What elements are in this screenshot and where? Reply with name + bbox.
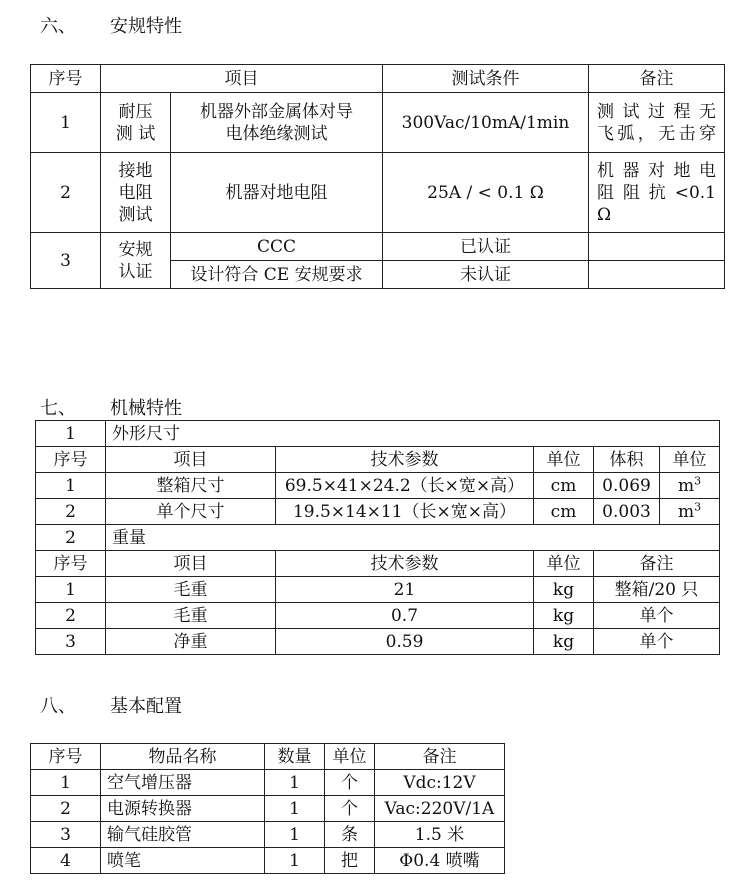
- volume-exponent: 3: [694, 499, 702, 513]
- item-cell: 毛重: [106, 577, 276, 603]
- category-line: 测试: [118, 204, 153, 225]
- category-line: 测 试: [115, 123, 156, 144]
- spec-cell: 69.5×41×24.2（长×宽×高）: [276, 473, 534, 499]
- note-cell: [589, 93, 725, 153]
- table-row: [36, 603, 720, 629]
- section6-title: 安规特性: [110, 16, 182, 37]
- header-cell: 单位: [534, 447, 594, 473]
- category-line: 认证: [118, 261, 153, 282]
- table-row: [31, 233, 725, 261]
- category-line: 电阻: [118, 182, 153, 203]
- group-title-row: [36, 421, 720, 447]
- header-cell: 序号: [31, 744, 101, 770]
- note-cell: Vac:220V/1A: [375, 796, 505, 822]
- unit-cell: 把: [325, 848, 375, 874]
- note-line: 飞弧，无击穿: [597, 123, 716, 144]
- header-cell: 序号: [36, 447, 106, 473]
- header-cell: 备注: [589, 65, 725, 93]
- item-cell: [171, 93, 383, 153]
- unit-cell: 个: [325, 796, 375, 822]
- note-cell: Vdc:12V: [375, 770, 505, 796]
- unit-cell: 个: [325, 770, 375, 796]
- volume-exponent: 3: [694, 473, 702, 487]
- qty-cell: 1: [265, 822, 325, 848]
- note-cell: [589, 153, 725, 233]
- name-cell: 空气增压器: [101, 770, 265, 796]
- table-row: [31, 93, 725, 153]
- item-cell: 机器对地电阻: [171, 153, 383, 233]
- section6-heading: [40, 12, 182, 38]
- header-cell: 备注: [375, 744, 505, 770]
- category-line: 接地: [118, 160, 153, 181]
- note-cell: 1.5 米: [375, 822, 505, 848]
- unit-cell: cm: [534, 499, 594, 525]
- table-header-row: [36, 551, 720, 577]
- category-cell: [101, 93, 171, 153]
- row-number: 1: [36, 577, 106, 603]
- volume-unit: m: [677, 475, 695, 496]
- item-line: 机器外部金属体对导: [200, 101, 353, 122]
- row-number: 4: [31, 848, 101, 874]
- item-cell: 单个尺寸: [106, 499, 276, 525]
- table-row: [36, 499, 720, 525]
- note-cell: 整箱/20 只: [594, 577, 720, 603]
- header-cell: 测试条件: [383, 65, 589, 93]
- category-line: 耐压: [118, 101, 153, 122]
- row-number: 2: [31, 796, 101, 822]
- header-cell: 单位: [534, 551, 594, 577]
- volume-cell: 0.069: [594, 473, 660, 499]
- row-number: 2: [36, 603, 106, 629]
- note-cell: 单个: [594, 603, 720, 629]
- section8-heading: [40, 692, 182, 718]
- row-number: 1: [31, 93, 101, 153]
- category-cell: [101, 233, 171, 289]
- qty-cell: 1: [265, 770, 325, 796]
- row-number: 1: [31, 770, 101, 796]
- header-cell: 项目: [101, 65, 383, 93]
- note-line: 阻 阻 抗 <0.1: [597, 182, 716, 203]
- group-number: 2: [36, 525, 106, 551]
- condition-cell: 300Vac/10mA/1min: [383, 93, 589, 153]
- section6-number: 六、: [40, 16, 76, 37]
- table-row: [31, 822, 505, 848]
- table-row: [36, 577, 720, 603]
- category-line: 安规: [118, 239, 153, 260]
- row-number: 1: [36, 473, 106, 499]
- item-cell: 净重: [106, 629, 276, 655]
- condition-cell: 25A / < 0.1 Ω: [383, 153, 589, 233]
- header-cell: 项目: [106, 447, 276, 473]
- item-cell: 设计符合 CE 安规要求: [171, 261, 383, 289]
- group-title: 重量: [106, 525, 720, 551]
- item-line: 电体绝缘测试: [225, 123, 328, 144]
- item-cell: 毛重: [106, 603, 276, 629]
- condition-cell: 未认证: [383, 261, 589, 289]
- unit-cell: kg: [534, 603, 594, 629]
- volume-unit-cell: [660, 473, 720, 499]
- unit-cell: 条: [325, 822, 375, 848]
- spec-cell: 21: [276, 577, 534, 603]
- section7-number: 七、: [40, 398, 76, 419]
- item-cell: CCC: [171, 233, 383, 261]
- header-cell: 备注: [594, 551, 720, 577]
- unit-cell: cm: [534, 473, 594, 499]
- row-number: 3: [31, 822, 101, 848]
- header-cell: 单位: [325, 744, 375, 770]
- spec-cell: 0.59: [276, 629, 534, 655]
- table-row: [36, 629, 720, 655]
- table-row: [31, 848, 505, 874]
- note-line: Ω: [597, 204, 612, 225]
- note-cell: 单个: [594, 629, 720, 655]
- note-line: 测试过程无: [597, 101, 716, 122]
- row-number: 3: [31, 233, 101, 289]
- header-cell: 单位: [660, 447, 720, 473]
- section8-title: 基本配置: [110, 696, 182, 717]
- note-cell: [589, 261, 725, 289]
- safety-table: [30, 64, 725, 289]
- note-cell: Φ0.4 喷嘴: [375, 848, 505, 874]
- table-header-row: [31, 744, 505, 770]
- header-cell: 技术参数: [276, 551, 534, 577]
- condition-cell: 已认证: [383, 233, 589, 261]
- section7-heading: [40, 394, 182, 420]
- header-cell: 物品名称: [101, 744, 265, 770]
- config-table: [30, 743, 505, 874]
- table-row: [31, 770, 505, 796]
- name-cell: 输气硅胶管: [101, 822, 265, 848]
- group-title-row: [36, 525, 720, 551]
- volume-unit: m: [677, 501, 695, 522]
- unit-cell: kg: [534, 629, 594, 655]
- table-row: [31, 153, 725, 233]
- name-cell: 电源转换器: [101, 796, 265, 822]
- spec-cell: 19.5×14×11（长×宽×高）: [276, 499, 534, 525]
- note-line: 机器对地电: [597, 160, 716, 181]
- unit-cell: kg: [534, 577, 594, 603]
- qty-cell: 1: [265, 848, 325, 874]
- table-header-row: [31, 65, 725, 93]
- qty-cell: 1: [265, 796, 325, 822]
- row-number: 3: [36, 629, 106, 655]
- mechanical-table: [35, 420, 720, 655]
- header-cell: 项目: [106, 551, 276, 577]
- group-title: 外形尺寸: [106, 421, 720, 447]
- note-cell: [589, 233, 725, 261]
- volume-unit-cell: [660, 499, 720, 525]
- group-number: 1: [36, 421, 106, 447]
- name-cell: 喷笔: [101, 848, 265, 874]
- table-row: [31, 796, 505, 822]
- header-cell: 体积: [594, 447, 660, 473]
- section7-title: 机械特性: [110, 398, 182, 419]
- volume-cell: 0.003: [594, 499, 660, 525]
- header-cell: 技术参数: [276, 447, 534, 473]
- header-cell: 序号: [31, 65, 101, 93]
- spec-cell: 0.7: [276, 603, 534, 629]
- header-cell: 数量: [265, 744, 325, 770]
- table-header-row: [36, 447, 720, 473]
- header-cell: 序号: [36, 551, 106, 577]
- row-number: 2: [36, 499, 106, 525]
- item-cell: 整箱尺寸: [106, 473, 276, 499]
- category-cell: [101, 153, 171, 233]
- table-row: [36, 473, 720, 499]
- section8-number: 八、: [40, 696, 76, 717]
- row-number: 2: [31, 153, 101, 233]
